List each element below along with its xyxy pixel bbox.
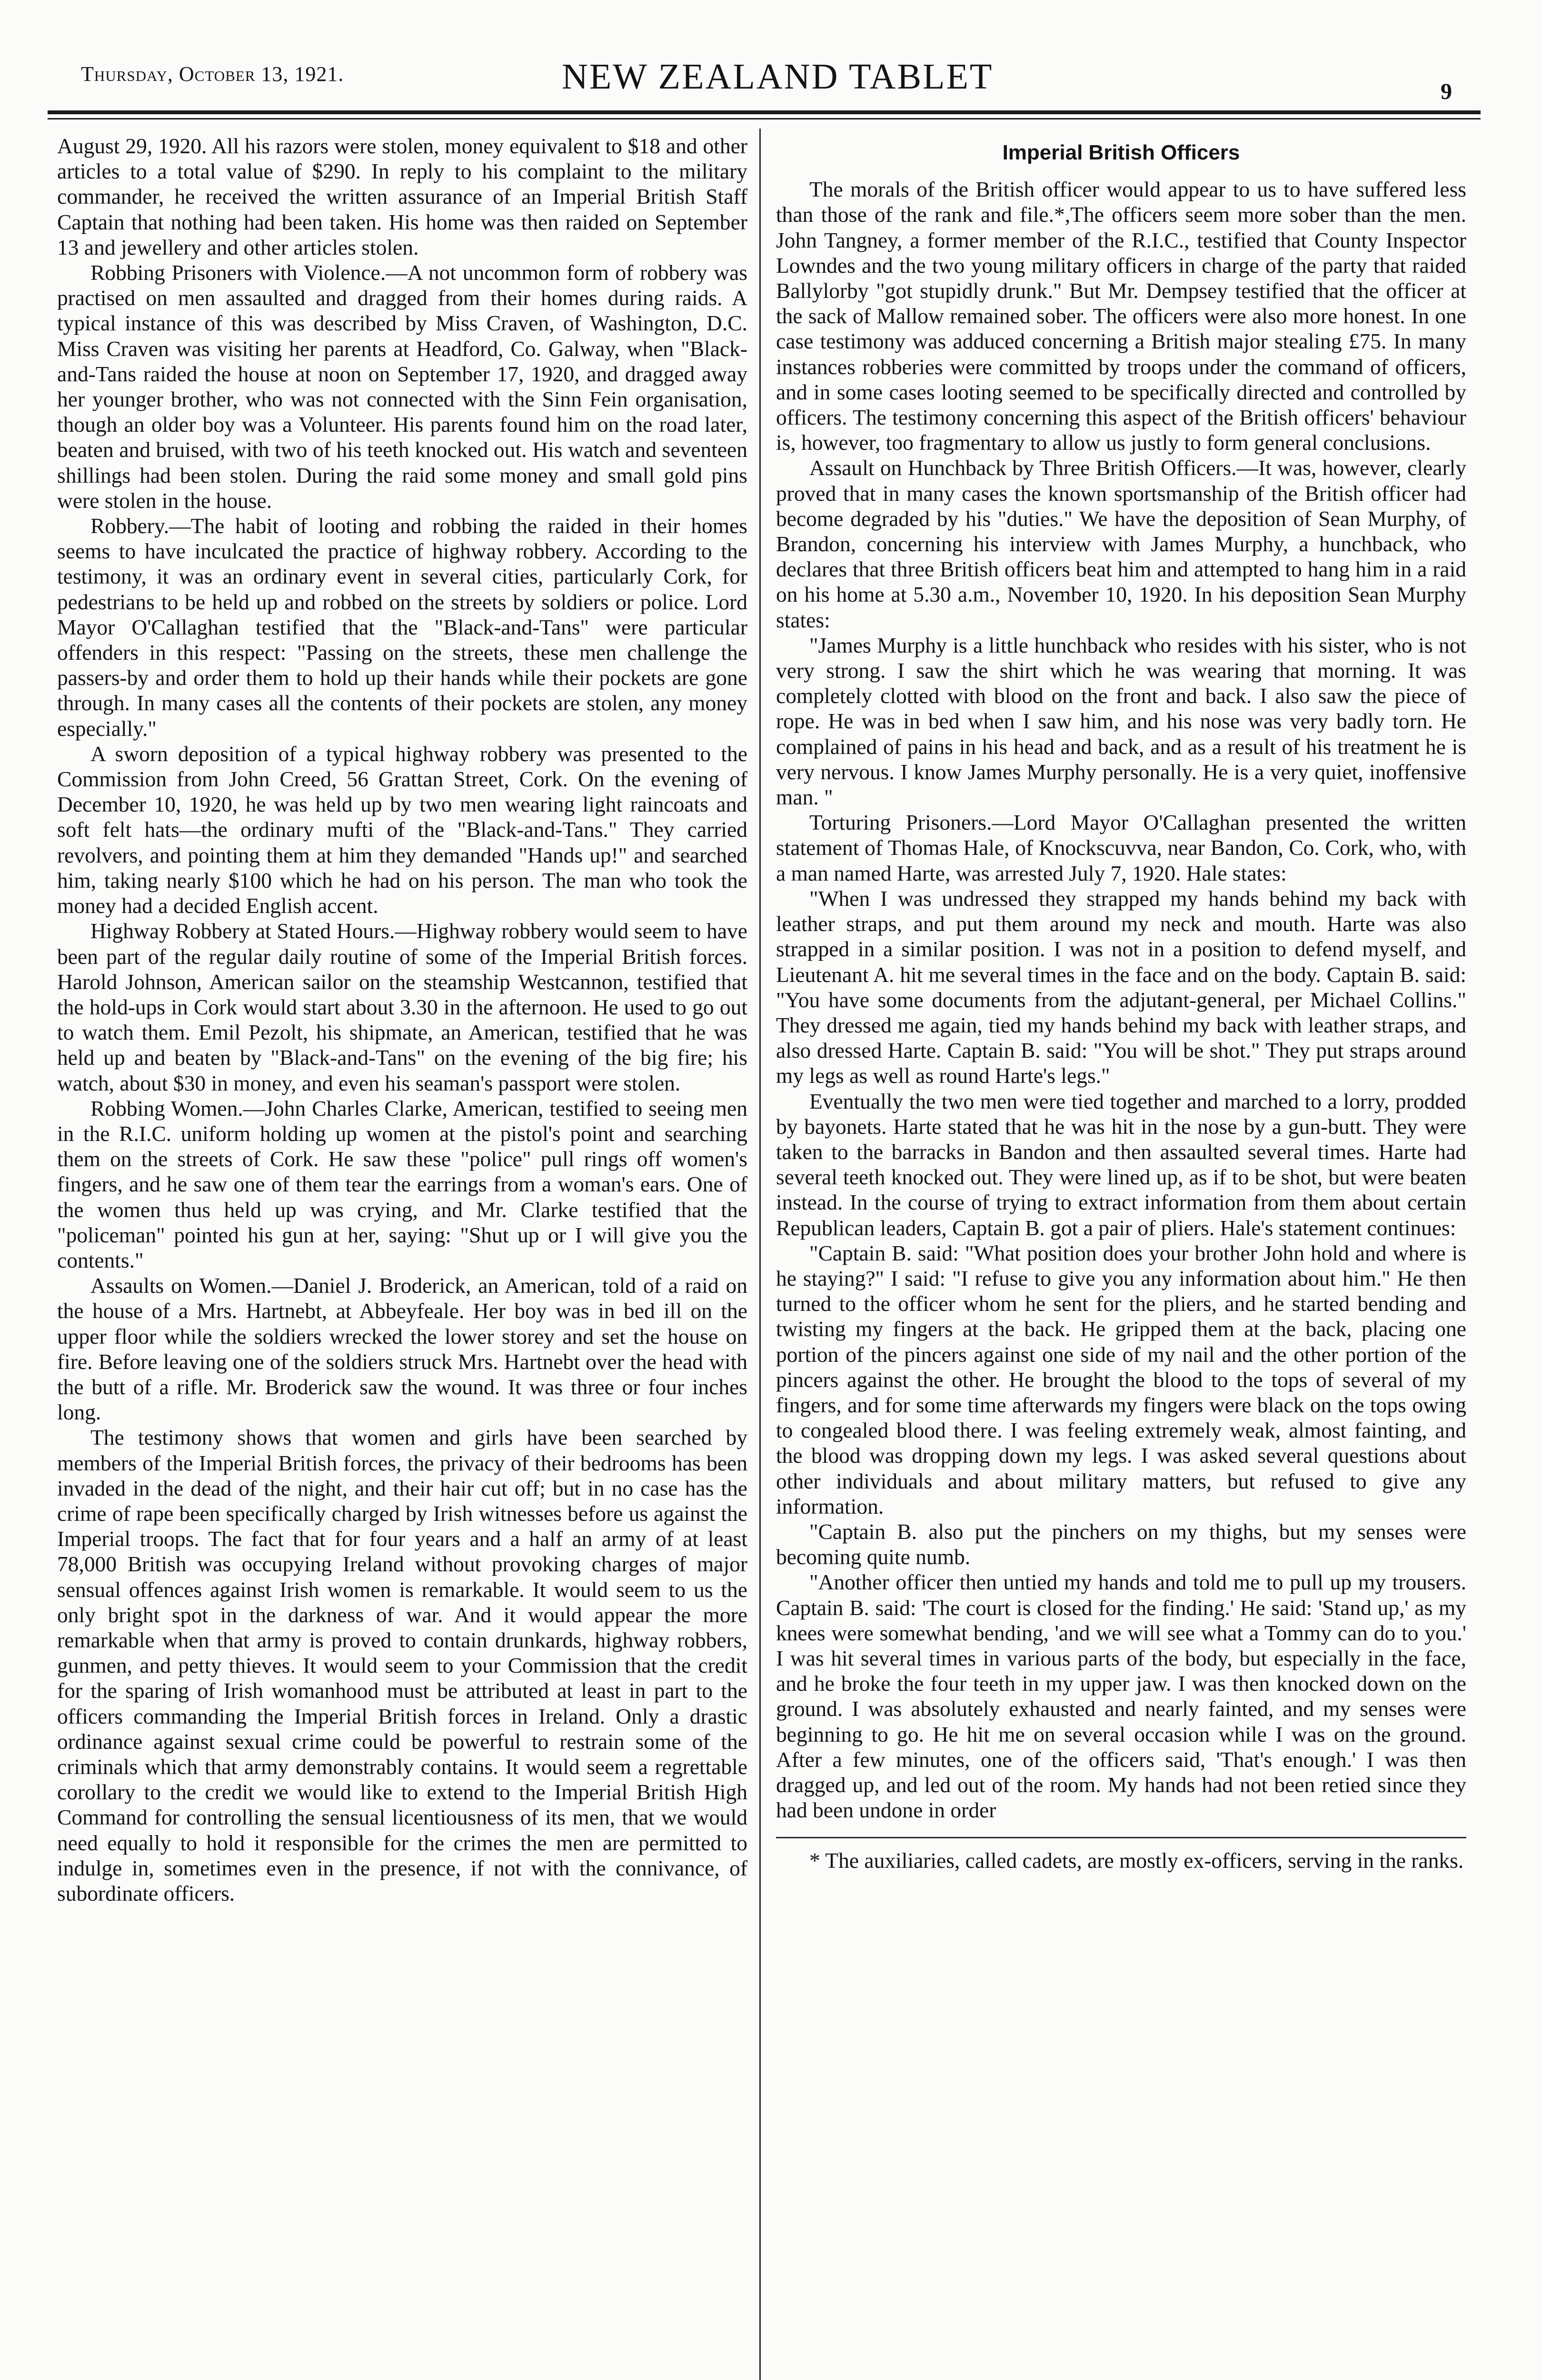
masthead-title: NEW ZEALAND TABLET — [562, 57, 994, 97]
right-paragraph: Assault on Hunchback by Three British Officers.—It was, however, clearly proved that in many cases the known sportsmanship of the British officer had become degraded by his "duties." We have the deposition of Sean Murphy, of Brandon, concerning his interview with James Murphy, a hunchback, who declares that three British officers beat him and attempted to hang him in a raid on his home at 5.30 a.m., November 10, 1920. In his deposition Sean Murphy states: — [776, 456, 1466, 632]
right-paragraph: Torturing Prisoners.—Lord Mayor O'Callaghan presented the written statement of Thomas Hale, of Knockscuvva, near Bandon, Co. Cork, who, with a man named Harte, was arrested July 7, 1920. Hale states: — [776, 810, 1466, 885]
page-number: 9 — [1441, 79, 1452, 104]
right-paragraph: The morals of the British officer would appear to us to have suffered less than those of the rank and file.*,The officers seem more sober than the men. John Tangney, a former member of the R.I.C., testified that County Inspector Lowndes and the two young military officers in charge of the party that raided Ballylorby "got stupidly drunk." But Mr. Dempsey testified that the officer at the sack of Mallow remained sober. The officers were also more honest. In one case testimony was adduced concerning a British major stealing £75. In many instances robberies were committed by troops under the command of officers, and in some cases looting seemed to be specifically directed and controlled by officers. The testimony concerning this aspect of the British officers' behaviour is, however, too fragmentary to allow us justly to form general conclusions. — [776, 177, 1466, 455]
left-paragraph: Robbing Prisoners with Violence.—A not uncommon form of robbery was practised on men assaulted and dragged from their homes during raids. A typical instance of this was described by Miss Craven, of Washington, D.C. Miss Craven was visiting her parents at Headford, Co. Galway, when "Black-and-Tans raided the house at noon on September 17, 1920, and dragged away her younger brother, who was not connected with the Sinn Fein organisation, though an older boy was a Volunteer. His parents found him on the road later, beaten and bruised, with two of his teeth knocked out. His watch and seventeen shillings had been stolen. During the raid some money and small gold pins were stolen in the house. — [57, 260, 747, 513]
right-paragraph: Eventually the two men were tied together and marched to a lorry, prodded by bayonets. Harte stated that he was hit in the nose by a gun-butt. They were taken to the barracks in Bandon and then assaulted several times. Harte had several teeth knocked out. They were lined up, as if to be shot, but were beaten instead. In the course of trying to extract information from them about certain Republican leaders, Captain B. got a pair of pliers. Hale's statement continues: — [776, 1089, 1466, 1240]
header-rule-thick — [48, 110, 1481, 114]
header-rule-thin — [48, 118, 1481, 119]
right-paragraph: "Captain B. said: "What position does your brother John hold and where is he staying?" I said: "I refuse to give you any information about him." He then turned to the officer whom he sent for the pliers, and he started bending and twisting my fingers at the back. He gripped them at the back, placing one portion of the pincers against one side of my nail and the other portion of the pincers against the other. He brought the blood to the tops of several of my fingers, and for some time afterwards my fingers were black on the tops owing to congealed blood there. I was feeling extremely weak, almost fainting, and the blood was dropping down my legs. I was asked several questions about other individuals and about military matters, but refused to give any information. — [776, 1240, 1466, 1518]
section-heading: Imperial British Officers — [1002, 141, 1240, 164]
left-paragraph: Assaults on Women.—Daniel J. Broderick, an American, told of a raid on the house of a Mrs. Hartnebt, at Abbeyfeale. Her boy was in bed ill on the upper floor while the soldiers wrecked the lower storey and set the house on fire. Before leaving one of the soldiers struck Mrs. Hartnebt over the head with the butt of a rifle. Mr. Broderick saw the wound. It was three or four inches long. — [57, 1273, 747, 1425]
right-paragraph: "Captain B. also put the pinchers on my thighs, but my senses were becoming quite numb. — [776, 1519, 1466, 1569]
left-paragraph: Robbery.—The habit of looting and robbing the raided in their homes seems to have inculcated the practice of highway robbery. According to the testimony, it was an ordinary event in several cities, particularly Cork, for pedestrians to be held up and robbed on the streets by soldiers or police. Lord Mayor O'Callaghan testified that the "Black-and-Tans" were particular offenders in this respect: "Passing on the streets, these men challenge the passers-by and order them to hold up their hands while their pockets are gone through. In many cases all the contents of their pockets are stolen, any money especially." — [57, 514, 747, 741]
footnote-rule — [776, 1837, 1466, 1838]
right-paragraph: "Another officer then untied my hands and told me to pull up my trousers. Captain B. said: 'The court is closed for the finding.' He said: 'Stand up,' as my knees were somewhat bending, 'and we will see what a Tommy can do to you.' I was hit several times in various parts of the body, but especially in the face, and he broke the four teeth in my upper jaw. I was then knocked down on the ground. I was absolutely exhausted and nearly fainted, and my senses were beginning to go. He hit me on several occasion while I was on the ground. After a few minutes, one of the officers said, 'That's enough.' I was then dragged up, and led out of the room. My hands had not been retied since they had been undone in order — [776, 1570, 1466, 1823]
footnote: * The auxiliaries, called cadets, are mostly ex-officers, serving in the ranks. — [809, 1848, 1464, 1873]
left-paragraph: Robbing Women.—John Charles Clarke, American, testified to seeing men in the R.I.C. uniform holding up women at the pistol's point and searching them on the streets of Cork. He saw these "police" pull rings off women's fingers, and he saw one of them tear the earrings from a woman's ears. One of the women thus held up was crying, and Mr. Clarke testified that the "policeman" pointed his gun at her, saying: "Shut up or I will give you the contents." — [57, 1096, 747, 1272]
right-paragraph: "James Murphy is a little hunchback who resides with his sister, who is not very strong. I saw the shirt which he was wearing that morning. It was completely clotted with blood on the front and back. I also saw the piece of rope. He was in bed when I saw him, and his nose was very badly torn. He complained of pains in his head and back, and as a result of his treatment he is very nervous. I know James Murphy personally. He is a very quiet, inoffensive man. " — [776, 633, 1466, 810]
left-paragraph: August 29, 1920. All his razors were stolen, money equivalent to $18 and other articles to a total value of $290. In reply to his complaint to the military commander, he received the written assurance of an Imperial British Staff Captain that nothing had been taken. His home was then raided on September 13 and jewellery and other articles stolen. — [57, 134, 747, 259]
right-paragraph: "When I was undressed they strapped my hands behind my back with leather straps, and put them around my neck and mouth. Harte was also strapped in a similar position. I was not in a position to defend myself, and Lieutenant A. hit me several times in the face and on the body. Captain B. said: "You have some documents from the adjutant-general, per Michael Collins." They dressed me again, tied my hands behind my back with leather straps, and also dressed Harte. Captain B. said: "You will be shot." They put straps around my legs as well as round Harte's legs." — [776, 886, 1466, 1088]
issue-date: Thursday, October 13, 1921. — [81, 62, 344, 86]
page-header — [48, 52, 1466, 119]
column-divider — [759, 129, 761, 2380]
right-column — [776, 133, 1466, 1874]
left-paragraph: A sworn deposition of a typical highway robbery was presented to the Commission from John Creed, 56 Grattan Street, Cork. On the evening of December 10, 1920, he was held up by two men wearing light raincoats and soft felt hats—the ordinary mufti of the "Black-and-Tans." They carried revolvers, and pointing them at him they demanded "Hands up!" and searched him, taking nearly $100 which he had on his person. The man who took the money had a decided English accent. — [57, 741, 747, 918]
left-column — [57, 133, 747, 1906]
left-paragraph: The testimony shows that women and girls have been searched by members of the Imperial British forces, the privacy of their bedrooms has been invaded in the dead of the night, and their hair cut off; but in no case has the crime of rape been specifically charged by Irish witnesses before us against the Imperial troops. The fact that for four years and a half an army of at least 78,000 British was occupying Ireland without provoking charges of major sensual offences against Irish women is remarkable. It would seem to us the only bright spot in the darkness of war. And it would appear the more remarkable when that army is proved to contain drunkards, highway robbers, gunmen, and petty thieves. It would seem to your Commission that the credit for the sparing of Irish womanhood must be attributed at least in part to the officers commanding the Imperial British forces in Ireland. Only a drastic ordinance against sexual crime could be powerful to restrain some of the criminals which that army demonstrably contains. It would seem a regrettable corollary to the credit we would like to extend to the Imperial British High Command for controlling the sensual licentiousness of its men, that we would need equally to hold it responsible for the crimes the men are permitted to indulge in, sometimes even in the presence, if not with the connivance, of subordinate officers. — [57, 1425, 747, 1906]
left-paragraph: Highway Robbery at Stated Hours.—Highway robbery would seem to have been part of the regular daily routine of some of the Imperial British forces. Harold Johnson, American sailor on the steamship Westcannon, testified that the hold-ups in Cork would start about 3.30 in the afternoon. He used to go out to watch them. Emil Pezolt, his shipmate, an American, testified that he was held up and beaten by "Black-and-Tans" on the evening of the big fire; his watch, about $30 in money, and even his seaman's passport were stolen. — [57, 919, 747, 1095]
